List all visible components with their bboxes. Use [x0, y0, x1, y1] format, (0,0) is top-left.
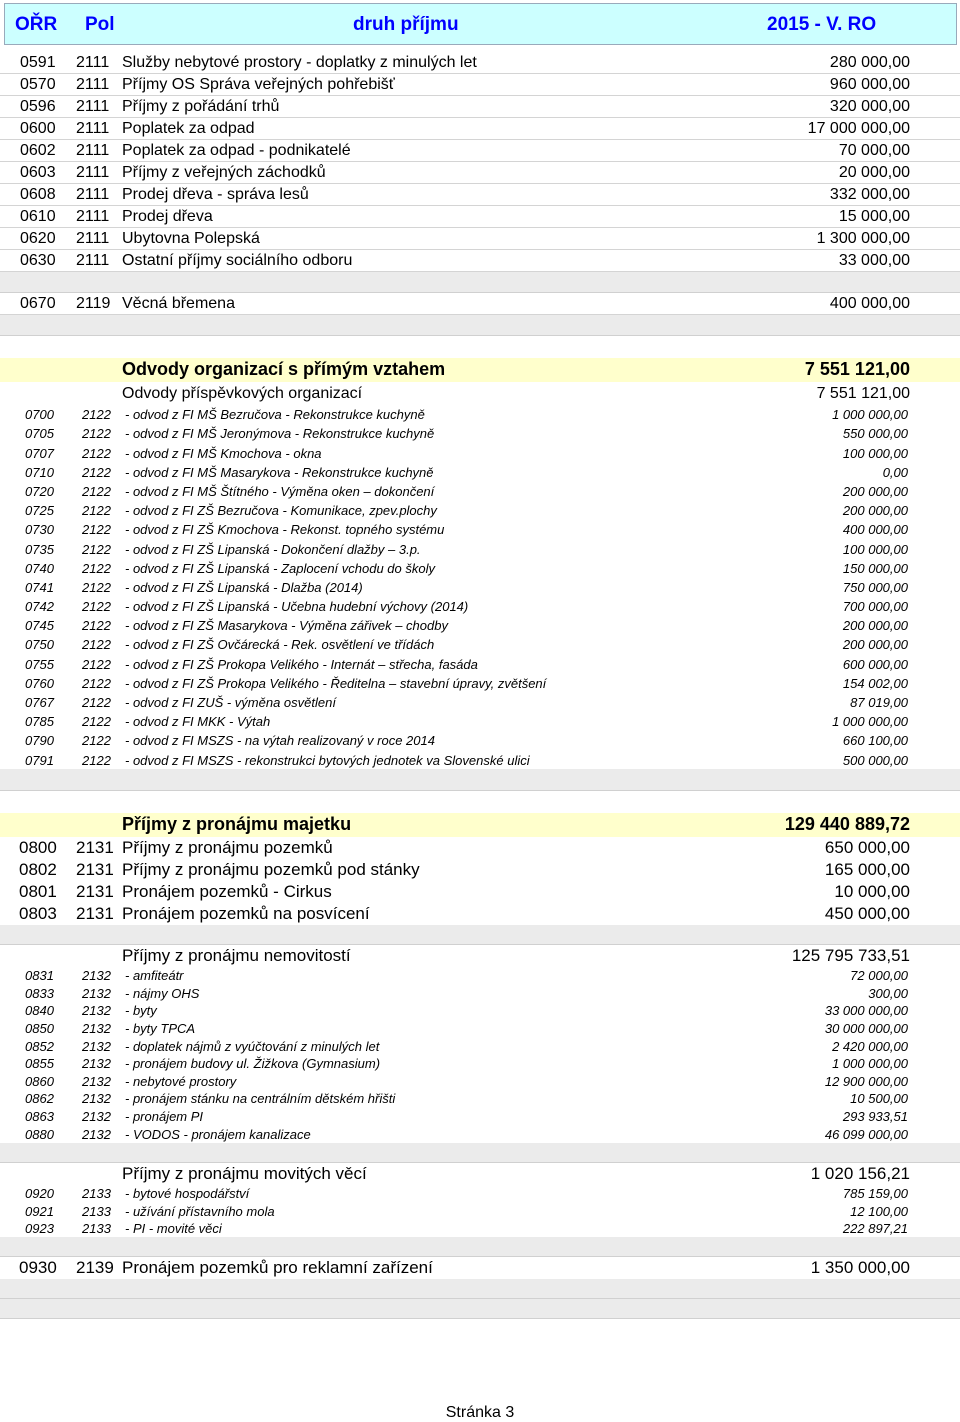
- table-row: [0, 1037, 960, 1055]
- section-total: 7 551 121,00: [816, 385, 910, 402]
- orr-code: 0855: [25, 1056, 54, 1072]
- orr-code: 0670: [20, 295, 56, 312]
- pol-code: 2122: [82, 637, 111, 653]
- item-description: - odvod z FI ZŠ Lipanská - Zaplocení vchodu do školy: [125, 560, 435, 576]
- table-header: [4, 3, 957, 45]
- orr-code: 0862: [25, 1091, 54, 1107]
- orr-code: 0707: [25, 445, 54, 461]
- table-row: [0, 859, 960, 881]
- orr-code: 0801: [19, 881, 57, 901]
- item-description: - odvod z FI ZUŠ - výměna osvětlení: [125, 695, 336, 710]
- pol-code: 2122: [82, 675, 111, 691]
- item-amount: 320 000,00: [829, 98, 910, 115]
- orr-code: 0791: [25, 752, 54, 768]
- item-amount: 400 000,00: [842, 522, 908, 538]
- item-description: - nájmy OHS: [125, 985, 200, 1001]
- item-description: - odvod z FI ZŠ Prokopa Velikého - Ředitelna – stavební úpravy, zvětšení: [125, 675, 547, 691]
- pol-code: 2122: [82, 695, 111, 710]
- item-description: Příjmy z veřejných záchodků: [122, 164, 326, 181]
- item-description: - VODOS - pronájem kanalizace: [125, 1126, 311, 1142]
- item-amount: 500 000,00: [842, 752, 908, 768]
- item-amount: 165 000,00: [824, 859, 910, 879]
- item-description: Příjmy OS Správa veřejných pohřebišť: [122, 76, 395, 93]
- pol-code: 2122: [82, 464, 111, 480]
- item-amount: 100 000,00: [842, 541, 908, 557]
- section-total: 7 551 121,00: [804, 359, 910, 379]
- table-row: [0, 462, 960, 481]
- item-description: - odvod z FI ZŠ Lipanská - Dlažba (2014): [125, 579, 363, 595]
- item-amount: 154 002,00: [842, 675, 908, 691]
- pol-code: 2122: [82, 522, 111, 538]
- pol-code: 2122: [82, 483, 111, 499]
- orr-code: 0570: [20, 76, 56, 93]
- section-total: 125 795 733,51: [791, 945, 910, 965]
- item-amount: 200 000,00: [842, 483, 908, 499]
- table-row: [0, 500, 960, 519]
- pol-code: 2132: [82, 985, 111, 1001]
- item-description: Ubytovna Polepská: [122, 230, 260, 247]
- orr-code: 0602: [20, 142, 56, 159]
- table-row: [0, 837, 960, 859]
- table-row: [0, 404, 960, 423]
- orr-code: 0735: [25, 541, 54, 557]
- pol-code: 2122: [82, 579, 111, 595]
- item-amount: 1 000 000,00: [832, 1056, 908, 1072]
- item-amount: 1 300 000,00: [816, 230, 910, 247]
- section-total: 129 440 889,72: [784, 813, 910, 834]
- table-row: [0, 206, 960, 228]
- orr-code: 0921: [25, 1203, 54, 1219]
- item-description: - amfiteátr: [125, 968, 184, 984]
- item-amount: 100 000,00: [842, 445, 908, 461]
- pol-code: 2111: [76, 252, 110, 269]
- pol-code: 2122: [82, 541, 111, 557]
- orr-code: 0802: [19, 859, 57, 879]
- orr-code: 0785: [25, 714, 54, 730]
- separator-row: [0, 1279, 960, 1299]
- pol-code: 2132: [82, 1073, 111, 1089]
- item-description: - odvod z FI MŠ Bezručova - Rekonstrukce kuchyně: [125, 407, 425, 423]
- orr-code: 0608: [20, 186, 56, 203]
- column-header-year: 2015 - V. RO: [767, 14, 877, 35]
- item-description: - odvod z FI MŠ Masarykova - Rekonstrukce kuchyně: [125, 464, 434, 480]
- table-row: [0, 1185, 960, 1203]
- section-title: Odvody příspěvkových organizací: [122, 385, 363, 402]
- table-row: [0, 596, 960, 615]
- item-description: - odvod z FI ZŠ Bezručova - Komunikace, zpev.plochy: [125, 503, 437, 519]
- orr-code: 0840: [25, 1003, 54, 1019]
- orr-code: 0700: [25, 407, 54, 423]
- item-amount: 17 000 000,00: [807, 120, 910, 137]
- item-amount: 15 000,00: [838, 208, 910, 225]
- page-number: Stránka 3: [445, 1404, 515, 1421]
- item-description: Ostatní příjmy sociálního odboru: [122, 252, 353, 269]
- orr-code: 0850: [25, 1020, 54, 1036]
- item-amount: 600 000,00: [842, 656, 908, 672]
- table-row: [0, 967, 960, 985]
- orr-code: 0831: [25, 968, 54, 984]
- item-description: Prodej dřeva - správa lesů: [122, 186, 309, 203]
- table-row: [0, 442, 960, 461]
- orr-code: 0741: [25, 579, 54, 595]
- item-description: - doplatek nájmů z vyúčtování z minulých let: [125, 1038, 380, 1054]
- item-description: Služby nebytové prostory - doplatky z minulých let: [122, 54, 477, 71]
- table-row: [0, 1072, 960, 1090]
- item-description: Prodej dřeva: [122, 208, 213, 225]
- pol-code: 2111: [76, 76, 110, 93]
- pol-code: 2133: [82, 1186, 111, 1202]
- item-description: - odvod z FI ZŠ Lipanská - Dokončení dlažby – 3.p.: [125, 541, 421, 557]
- table-row: [0, 1002, 960, 1020]
- orr-code: 0880: [25, 1126, 54, 1142]
- item-description: Pronájem pozemků pro reklamní zařízení: [122, 1258, 433, 1278]
- separator-row: [0, 1237, 960, 1257]
- pol-code: 2111: [76, 98, 110, 115]
- item-amount: 300,00: [868, 985, 908, 1001]
- orr-code: 0790: [25, 733, 54, 749]
- item-description: - odvod z FI ZŠ Lipanská - Učebna hudební výchovy (2014): [125, 599, 469, 615]
- orr-code: 0591: [20, 54, 56, 71]
- item-amount: 150 000,00: [842, 560, 908, 576]
- table-row: [0, 749, 960, 768]
- pol-code: 2131: [76, 903, 114, 923]
- item-description: Pronájem pozemků - Cirkus: [122, 881, 332, 901]
- item-amount: 87 019,00: [850, 695, 908, 710]
- item-amount: 280 000,00: [829, 54, 910, 71]
- item-description: - odvod z FI MKK - Výtah: [125, 714, 271, 730]
- separator-row: [0, 1143, 960, 1163]
- orr-code: 0596: [20, 98, 56, 115]
- item-amount: 960 000,00: [829, 76, 910, 93]
- pol-code: 2111: [76, 142, 110, 159]
- orr-code: 0725: [25, 503, 54, 519]
- pol-code: 2122: [82, 656, 111, 672]
- item-description: - odvod z FI MŠ Kmochova - okna: [125, 445, 322, 461]
- pol-code: 2132: [82, 1038, 111, 1054]
- separator-row: [0, 769, 960, 791]
- item-amount: 10 500,00: [850, 1091, 908, 1107]
- pol-code: 2111: [76, 54, 110, 71]
- item-description: - PI - movité věci: [125, 1221, 222, 1237]
- orr-code: 0720: [25, 483, 54, 499]
- item-amount: 660 100,00: [842, 733, 908, 749]
- item-amount: 200 000,00: [842, 503, 908, 519]
- income-table: [0, 52, 960, 1319]
- item-description: Příjmy z pronájmu pozemků pod stánky: [122, 859, 420, 879]
- item-description: - odvod z FI ZŠ Prokopa Velikého - Internát – střecha, fasáda: [125, 656, 478, 672]
- pol-code: 2111: [76, 186, 110, 203]
- table-row: [0, 1125, 960, 1143]
- item-amount: 650 000,00: [824, 837, 910, 857]
- column-header-orr: OŘR: [15, 14, 58, 35]
- item-description: Příjmy z pořádání trhů: [122, 98, 280, 115]
- pol-code: 2131: [76, 859, 114, 879]
- pol-code: 2111: [76, 164, 110, 181]
- item-amount: 400 000,00: [829, 295, 910, 312]
- pol-code: 2122: [82, 503, 111, 519]
- table-row: [0, 538, 960, 557]
- item-description: - odvod z FI MŠ Štítného - Výměna oken – dokončení: [125, 483, 435, 499]
- table-row: [0, 293, 960, 315]
- section-title: Příjmy z pronájmu nemovitostí: [122, 945, 351, 965]
- section-header-row: [0, 1163, 960, 1185]
- item-description: Poplatek za odpad - podnikatelé: [122, 142, 351, 159]
- section-title: Příjmy z pronájmu majetku: [122, 813, 352, 834]
- orr-code: 0755: [25, 656, 54, 672]
- table-row: [0, 184, 960, 206]
- orr-code: 0610: [20, 208, 56, 225]
- table-row: [0, 730, 960, 749]
- table-row: [0, 118, 960, 140]
- separator-row: [0, 1299, 960, 1319]
- table-row: [0, 1220, 960, 1238]
- table-row: [0, 52, 960, 74]
- table-row: [0, 228, 960, 250]
- item-amount: 1 350 000,00: [810, 1258, 910, 1278]
- item-description: - pronájem stánku na centrálním dětském hřišti: [125, 1091, 396, 1107]
- pol-code: 2133: [82, 1203, 111, 1219]
- item-amount: 450 000,00: [824, 903, 910, 923]
- pol-code: 2119: [76, 295, 111, 312]
- item-description: - byty TPCA: [125, 1020, 196, 1036]
- separator-row: [0, 272, 960, 293]
- item-description: - pronájem PI: [125, 1108, 204, 1124]
- orr-code: 0620: [20, 230, 56, 247]
- item-description: - odvod z FI MSZS - na výtah realizovaný v roce 2014: [125, 733, 435, 749]
- orr-code: 0852: [25, 1038, 54, 1054]
- table-row: [0, 653, 960, 672]
- item-amount: 293 933,51: [842, 1108, 908, 1124]
- section-header-row: [0, 382, 960, 404]
- item-amount: 33 000,00: [838, 252, 910, 269]
- pol-code: 2122: [82, 407, 111, 423]
- table-row: [0, 577, 960, 596]
- section-header-row: [0, 358, 960, 382]
- orr-code: 0742: [25, 599, 54, 615]
- item-amount: 72 000,00: [850, 968, 908, 984]
- item-amount: 700 000,00: [842, 599, 908, 615]
- table-row: [0, 1055, 960, 1073]
- table-row: [0, 711, 960, 730]
- pol-code: 2131: [76, 837, 114, 857]
- pol-code: 2122: [82, 560, 111, 576]
- orr-code: 0603: [20, 164, 56, 181]
- separator-row: [0, 315, 960, 336]
- item-description: - odvod z FI ZŠ Masarykova - Výměna zářivek – chodby: [125, 618, 448, 634]
- table-row: [0, 1019, 960, 1037]
- orr-code: 0710: [25, 464, 54, 480]
- item-description: - odvod z FI MŠ Jeronýmova - Rekonstrukce kuchyně: [125, 426, 435, 442]
- orr-code: 0863: [25, 1108, 54, 1124]
- orr-code: 0833: [25, 985, 54, 1001]
- orr-code: 0600: [20, 120, 56, 137]
- pol-code: 2111: [76, 208, 110, 225]
- pol-code: 2122: [82, 426, 111, 442]
- pol-code: 2122: [82, 714, 111, 730]
- item-amount: 12 900 000,00: [824, 1073, 908, 1089]
- pol-code: 2132: [82, 1056, 111, 1072]
- table-row: [0, 903, 960, 925]
- table-row: [0, 74, 960, 96]
- spacer-row: [0, 336, 960, 358]
- section-header-row: [0, 813, 960, 837]
- orr-code: 0760: [25, 675, 54, 691]
- table-row: [0, 96, 960, 118]
- table-row: [0, 1257, 960, 1279]
- item-description: Poplatek za odpad: [122, 120, 255, 137]
- item-amount: 0,00: [882, 464, 908, 480]
- table-row: [0, 250, 960, 272]
- orr-code: 0860: [25, 1073, 54, 1089]
- table-row: [0, 519, 960, 538]
- orr-code: 0767: [25, 695, 54, 710]
- pol-code: 2132: [82, 1126, 111, 1142]
- pol-code: 2111: [76, 120, 110, 137]
- section-title: Příjmy z pronájmu movitých věcí: [122, 1163, 367, 1183]
- item-amount: 332 000,00: [829, 186, 910, 203]
- column-header-pol: Pol: [85, 14, 115, 35]
- section-total: 1 020 156,21: [810, 1163, 910, 1183]
- pol-code: 2132: [82, 1091, 111, 1107]
- item-description: - odvod z FI ZŠ Ovčárecká - Rek. osvětlení ve třídách: [125, 637, 435, 653]
- item-amount: 20 000,00: [838, 164, 910, 181]
- orr-code: 0930: [19, 1258, 57, 1278]
- orr-code: 0745: [25, 618, 54, 634]
- pol-code: 2139: [76, 1258, 114, 1278]
- pol-code: 2111: [76, 230, 110, 247]
- item-description: - nebytové prostory: [125, 1073, 237, 1089]
- item-amount: 12 100,00: [850, 1203, 908, 1219]
- item-amount: 33 000 000,00: [824, 1003, 908, 1019]
- item-amount: 750 000,00: [842, 579, 908, 595]
- section-title: Odvody organizací s přímým vztahem: [122, 359, 446, 379]
- item-amount: 550 000,00: [842, 426, 908, 442]
- orr-code: 0740: [25, 560, 54, 576]
- table-row: [0, 615, 960, 634]
- item-amount: 46 099 000,00: [824, 1126, 908, 1142]
- table-row: [0, 162, 960, 184]
- table-row: [0, 1202, 960, 1220]
- pol-code: 2132: [82, 1108, 111, 1124]
- pol-code: 2122: [82, 733, 111, 749]
- table-row: [0, 423, 960, 442]
- item-description: Příjmy z pronájmu pozemků: [122, 837, 333, 857]
- table-row: [0, 481, 960, 500]
- pol-code: 2122: [82, 599, 111, 615]
- item-description: Věcná břemena: [122, 295, 235, 312]
- pol-code: 2132: [82, 1003, 111, 1019]
- spacer-row: [0, 791, 960, 813]
- item-amount: 222 897,21: [842, 1221, 908, 1237]
- table-row: [0, 140, 960, 162]
- item-amount: 200 000,00: [842, 618, 908, 634]
- item-amount: 1 000 000,00: [832, 714, 908, 730]
- item-description: Pronájem pozemků na posvícení: [122, 903, 370, 923]
- section-header-row: [0, 945, 960, 967]
- item-description: - odvod z FI ZŠ Kmochova - Rekonst. topného systému: [125, 522, 445, 538]
- item-description: - pronájem budovy ul. Žižkova (Gymnasium): [125, 1056, 381, 1072]
- table-row: [0, 692, 960, 711]
- pol-code: 2122: [82, 445, 111, 461]
- item-amount: 2 420 000,00: [832, 1038, 908, 1054]
- pol-code: 2132: [82, 1020, 111, 1036]
- orr-code: 0630: [20, 252, 56, 269]
- item-amount: 785 159,00: [842, 1186, 908, 1202]
- table-row: [0, 634, 960, 653]
- table-row: [0, 1107, 960, 1125]
- pol-code: 2131: [76, 881, 114, 901]
- pol-code: 2133: [82, 1221, 111, 1237]
- column-header-druh: druh příjmu: [353, 14, 459, 35]
- orr-code: 0750: [25, 637, 54, 653]
- item-description: - užívání přístavního mola: [125, 1203, 275, 1219]
- pol-code: 2122: [82, 618, 111, 634]
- orr-code: 0923: [25, 1221, 54, 1237]
- table-row: [0, 1090, 960, 1108]
- orr-code: 0803: [19, 903, 57, 923]
- pol-code: 2122: [82, 752, 111, 768]
- item-amount: 1 000 000,00: [832, 407, 908, 423]
- item-description: - byty: [125, 1003, 157, 1019]
- item-amount: 200 000,00: [842, 637, 908, 653]
- item-amount: 10 000,00: [834, 881, 910, 901]
- table-row: [0, 673, 960, 692]
- table-row: [0, 558, 960, 577]
- item-description: - odvod z FI MSZS - rekonstrukci bytových jednotek va Slovenské ulici: [125, 752, 530, 768]
- pol-code: 2132: [82, 968, 111, 984]
- orr-code: 0730: [25, 522, 54, 538]
- orr-code: 0920: [25, 1186, 54, 1202]
- item-description: - bytové hospodářství: [125, 1186, 250, 1202]
- table-row: [0, 984, 960, 1002]
- orr-code: 0705: [25, 426, 54, 442]
- orr-code: 0800: [19, 837, 57, 857]
- table-row: [0, 881, 960, 903]
- item-amount: 30 000 000,00: [824, 1020, 908, 1036]
- item-amount: 70 000,00: [838, 142, 910, 159]
- separator-row: [0, 925, 960, 945]
